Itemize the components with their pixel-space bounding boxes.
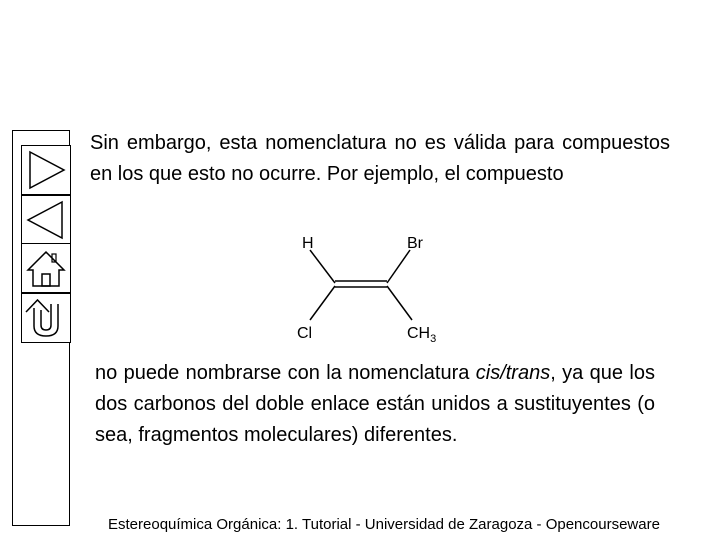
- group-ch3: [407, 325, 436, 345]
- intro-paragraph: Sin embargo, esta nomenclatura no es válida para compuestos en los que esto no ocurre. Por ejemplo, el compuesto: [90, 132, 670, 185]
- cis-trans-term: cis/trans: [475, 362, 551, 384]
- ch3-subscript: 3: [430, 333, 437, 345]
- atom-cl: Cl: [297, 325, 313, 342]
- explanation-text-end: , ya que los dos carbonos del doble enlace están unidos a sustituyentes (o sea, fragmentos moleculares) diferentes.: [95, 362, 655, 446]
- explanation-text-start: no puede nombrarse con la nomenclatura: [95, 362, 476, 384]
- next-button[interactable]: [21, 145, 71, 195]
- bond-ch3: [387, 286, 412, 320]
- triangle-right-icon: [22, 146, 70, 194]
- molecule-structure: [285, 228, 465, 348]
- ch3-main: CH: [407, 325, 431, 342]
- house-icon: [22, 244, 70, 292]
- bond-br: [387, 250, 410, 283]
- home-button[interactable]: [21, 243, 71, 293]
- atom-br: Br: [407, 235, 423, 252]
- bond-cl: [310, 286, 335, 320]
- return-button[interactable]: [21, 293, 71, 343]
- triangle-left-icon: [22, 196, 70, 244]
- footer-credit: Estereoquímica Orgánica: 1. Tutorial - Universidad de Zaragoza - Opencourseware: [108, 516, 660, 533]
- navigation-sidebar: [12, 130, 70, 526]
- previous-button[interactable]: [21, 195, 71, 245]
- bond-h: [310, 250, 335, 283]
- explanation-paragraph: [95, 358, 655, 451]
- u-turn-arrow-icon: [22, 294, 70, 342]
- atom-h: H: [302, 235, 314, 252]
